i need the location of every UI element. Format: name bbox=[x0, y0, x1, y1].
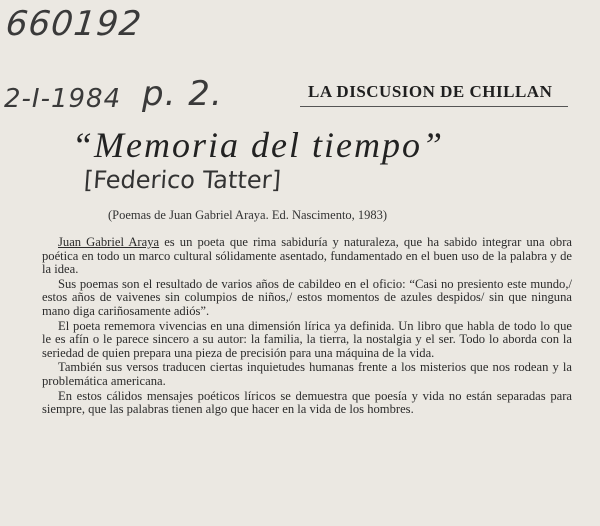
handwritten-date: 2-I-1984 bbox=[4, 84, 122, 114]
paragraph-3: El poeta rememora vivencias en una dimensión lírica ya definida. Un libro que habla de todo lo que le es afín o le parece sincero a su autor: la familia, la tierra, la nostalgia y el ser. Todo lo aborda con la seriedad de quien prepara una pieza de precisión para una máquina de la vida. bbox=[42, 318, 572, 360]
paragraph-4: También sus versos traducen ciertas inquietudes humanas frente a los misterios que nos rodean y la problemática americana. bbox=[42, 360, 572, 388]
paragraph-2: Sus poemas son el resultado de varios años de cabildeo en el oficio: “Casi no presiento este mundo,/ estos años de vaivenes sin columpios de niños,/ estos momentos de azules despidos/ sin que ninguna mano diga cariñosamente adiós”. bbox=[42, 276, 572, 318]
article-title: “Memoria del tiempo” bbox=[72, 125, 444, 165]
poet-name: Juan Gabriel Araya bbox=[58, 235, 160, 249]
article-body bbox=[42, 236, 572, 418]
header-rule bbox=[300, 106, 568, 107]
newspaper-name: LA DISCUSION DE CHILLAN bbox=[308, 82, 553, 101]
handwritten-author: [Federico Tatter] bbox=[83, 166, 282, 194]
paragraph-1 bbox=[42, 236, 572, 277]
paragraph-1-text: es un poeta que rima sabiduría y naturaleza, que ha sabido integrar una obra poética en todo un marco cultural sólidamente asentado, fundamentado en el buen uso de la palabra y de la idea. bbox=[42, 235, 572, 277]
handwritten-page: p. 2. bbox=[142, 74, 223, 114]
handwritten-code: 660192 bbox=[3, 4, 144, 44]
article-source: (Poemas de Juan Gabriel Araya. Ed. Nascimento, 1983) bbox=[108, 208, 388, 222]
paragraph-5: En estos cálidos mensajes poéticos líricos se demuestra que poesía y vida no están separadas para siempre, que las palabras tienen algo que hacer en la vida de los hombres. bbox=[42, 388, 572, 417]
